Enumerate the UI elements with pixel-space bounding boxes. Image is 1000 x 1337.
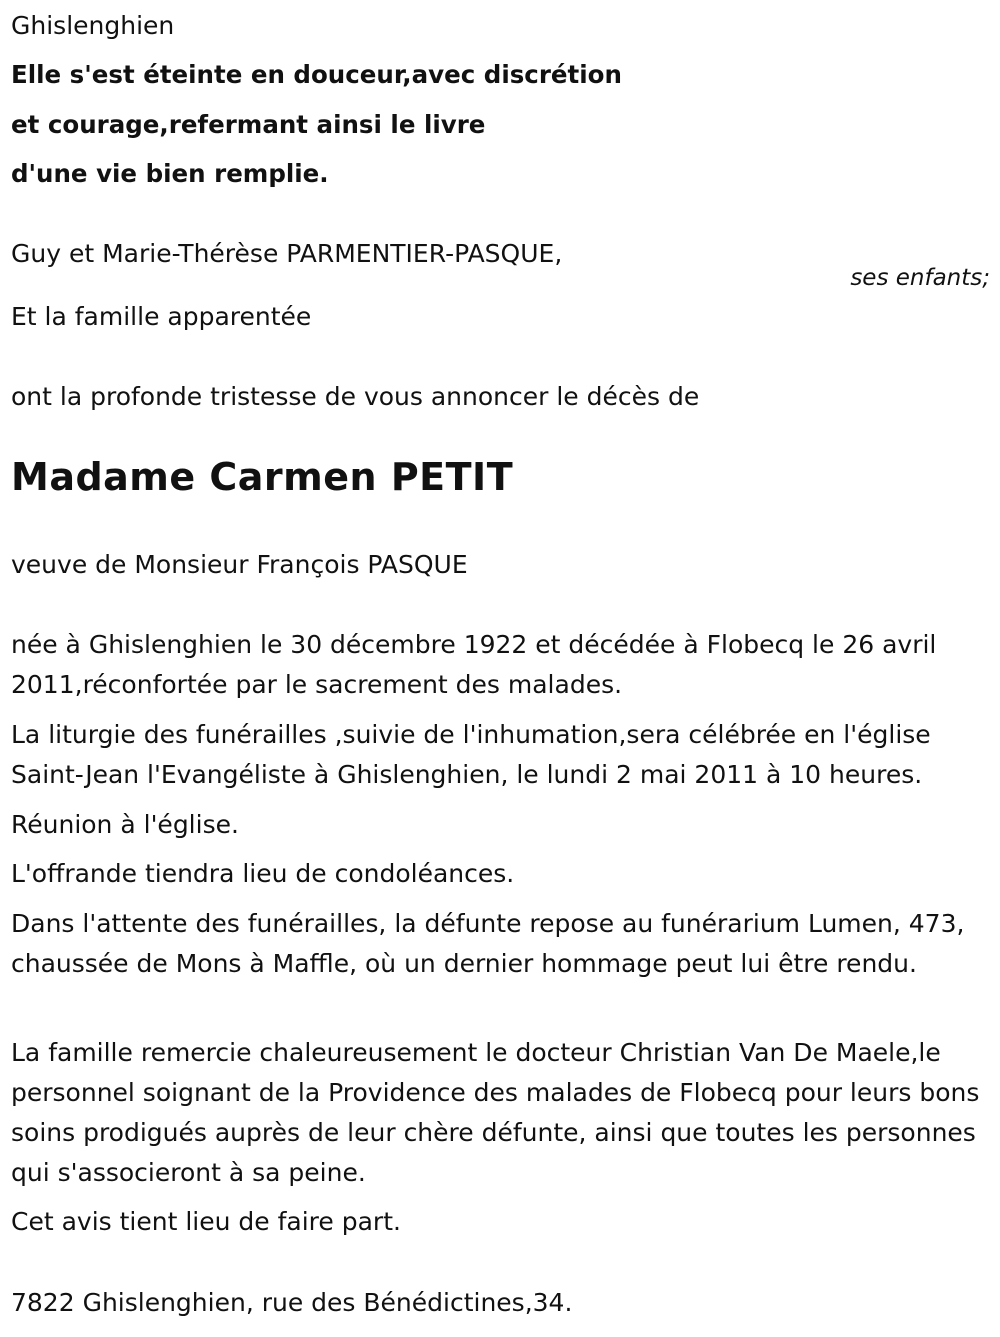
thanks-paragraph: La famille remercie chaleureusement le docteur Christian Van De Maele,le personnel soignant de la Providence des malades de Flobecq pour leurs bons soins prodigués auprès de leur chère défunte, ainsi que toutes les personnes qui s'associeront à sa peine. (11, 1038, 980, 1187)
funeral-home-paragraph: Dans l'attente des funérailles, la défunte repose au funérarium Lumen, 473, chaussée de Mons à Maffle, où un dernier hommage peut lui être rendu. (11, 909, 965, 978)
verse-line-2: et courage,refermant ainsi le livre (11, 110, 486, 139)
deceased-name: Madame Carmen PETIT (11, 455, 514, 499)
offering-paragraph: L'offrande tiendra lieu de condoléances. (11, 859, 515, 888)
verse-line-3: d'une vie bien remplie. (11, 159, 329, 188)
liturgy-paragraph: La liturgie des funérailles ,suivie de l'inhumation,sera célébrée en l'église Saint-Jean l'Evangéliste à Ghislenghien, le lundi 2 mai 2011 à 10 heures. (11, 720, 931, 789)
notice-paragraph: Cet avis tient lieu de faire part. (11, 1207, 401, 1236)
birth-death-paragraph: née à Ghislenghien le 30 décembre 1922 et décédée à Flobecq le 26 avril 2011,réconfortée par le sacrement des malades. (11, 630, 937, 699)
family-relatives: Et la famille apparentée (11, 302, 312, 331)
address-line: 7822 Ghislenghien, rue des Bénédictines,34. (11, 1288, 573, 1317)
children-role: ses enfants; (850, 265, 990, 291)
header-town: Ghislenghien (11, 11, 175, 40)
widow-of: veuve de Monsieur François PASQUE (11, 550, 468, 579)
announcement-text: ont la profonde tristesse de vous annoncer le décès de (11, 382, 700, 411)
reunion-paragraph: Réunion à l'église. (11, 810, 239, 839)
verse-line-1: Elle s'est éteinte en douceur,avec discrétion (11, 60, 622, 89)
children-names: Guy et Marie-Thérèse PARMENTIER-PASQUE, (11, 239, 563, 268)
